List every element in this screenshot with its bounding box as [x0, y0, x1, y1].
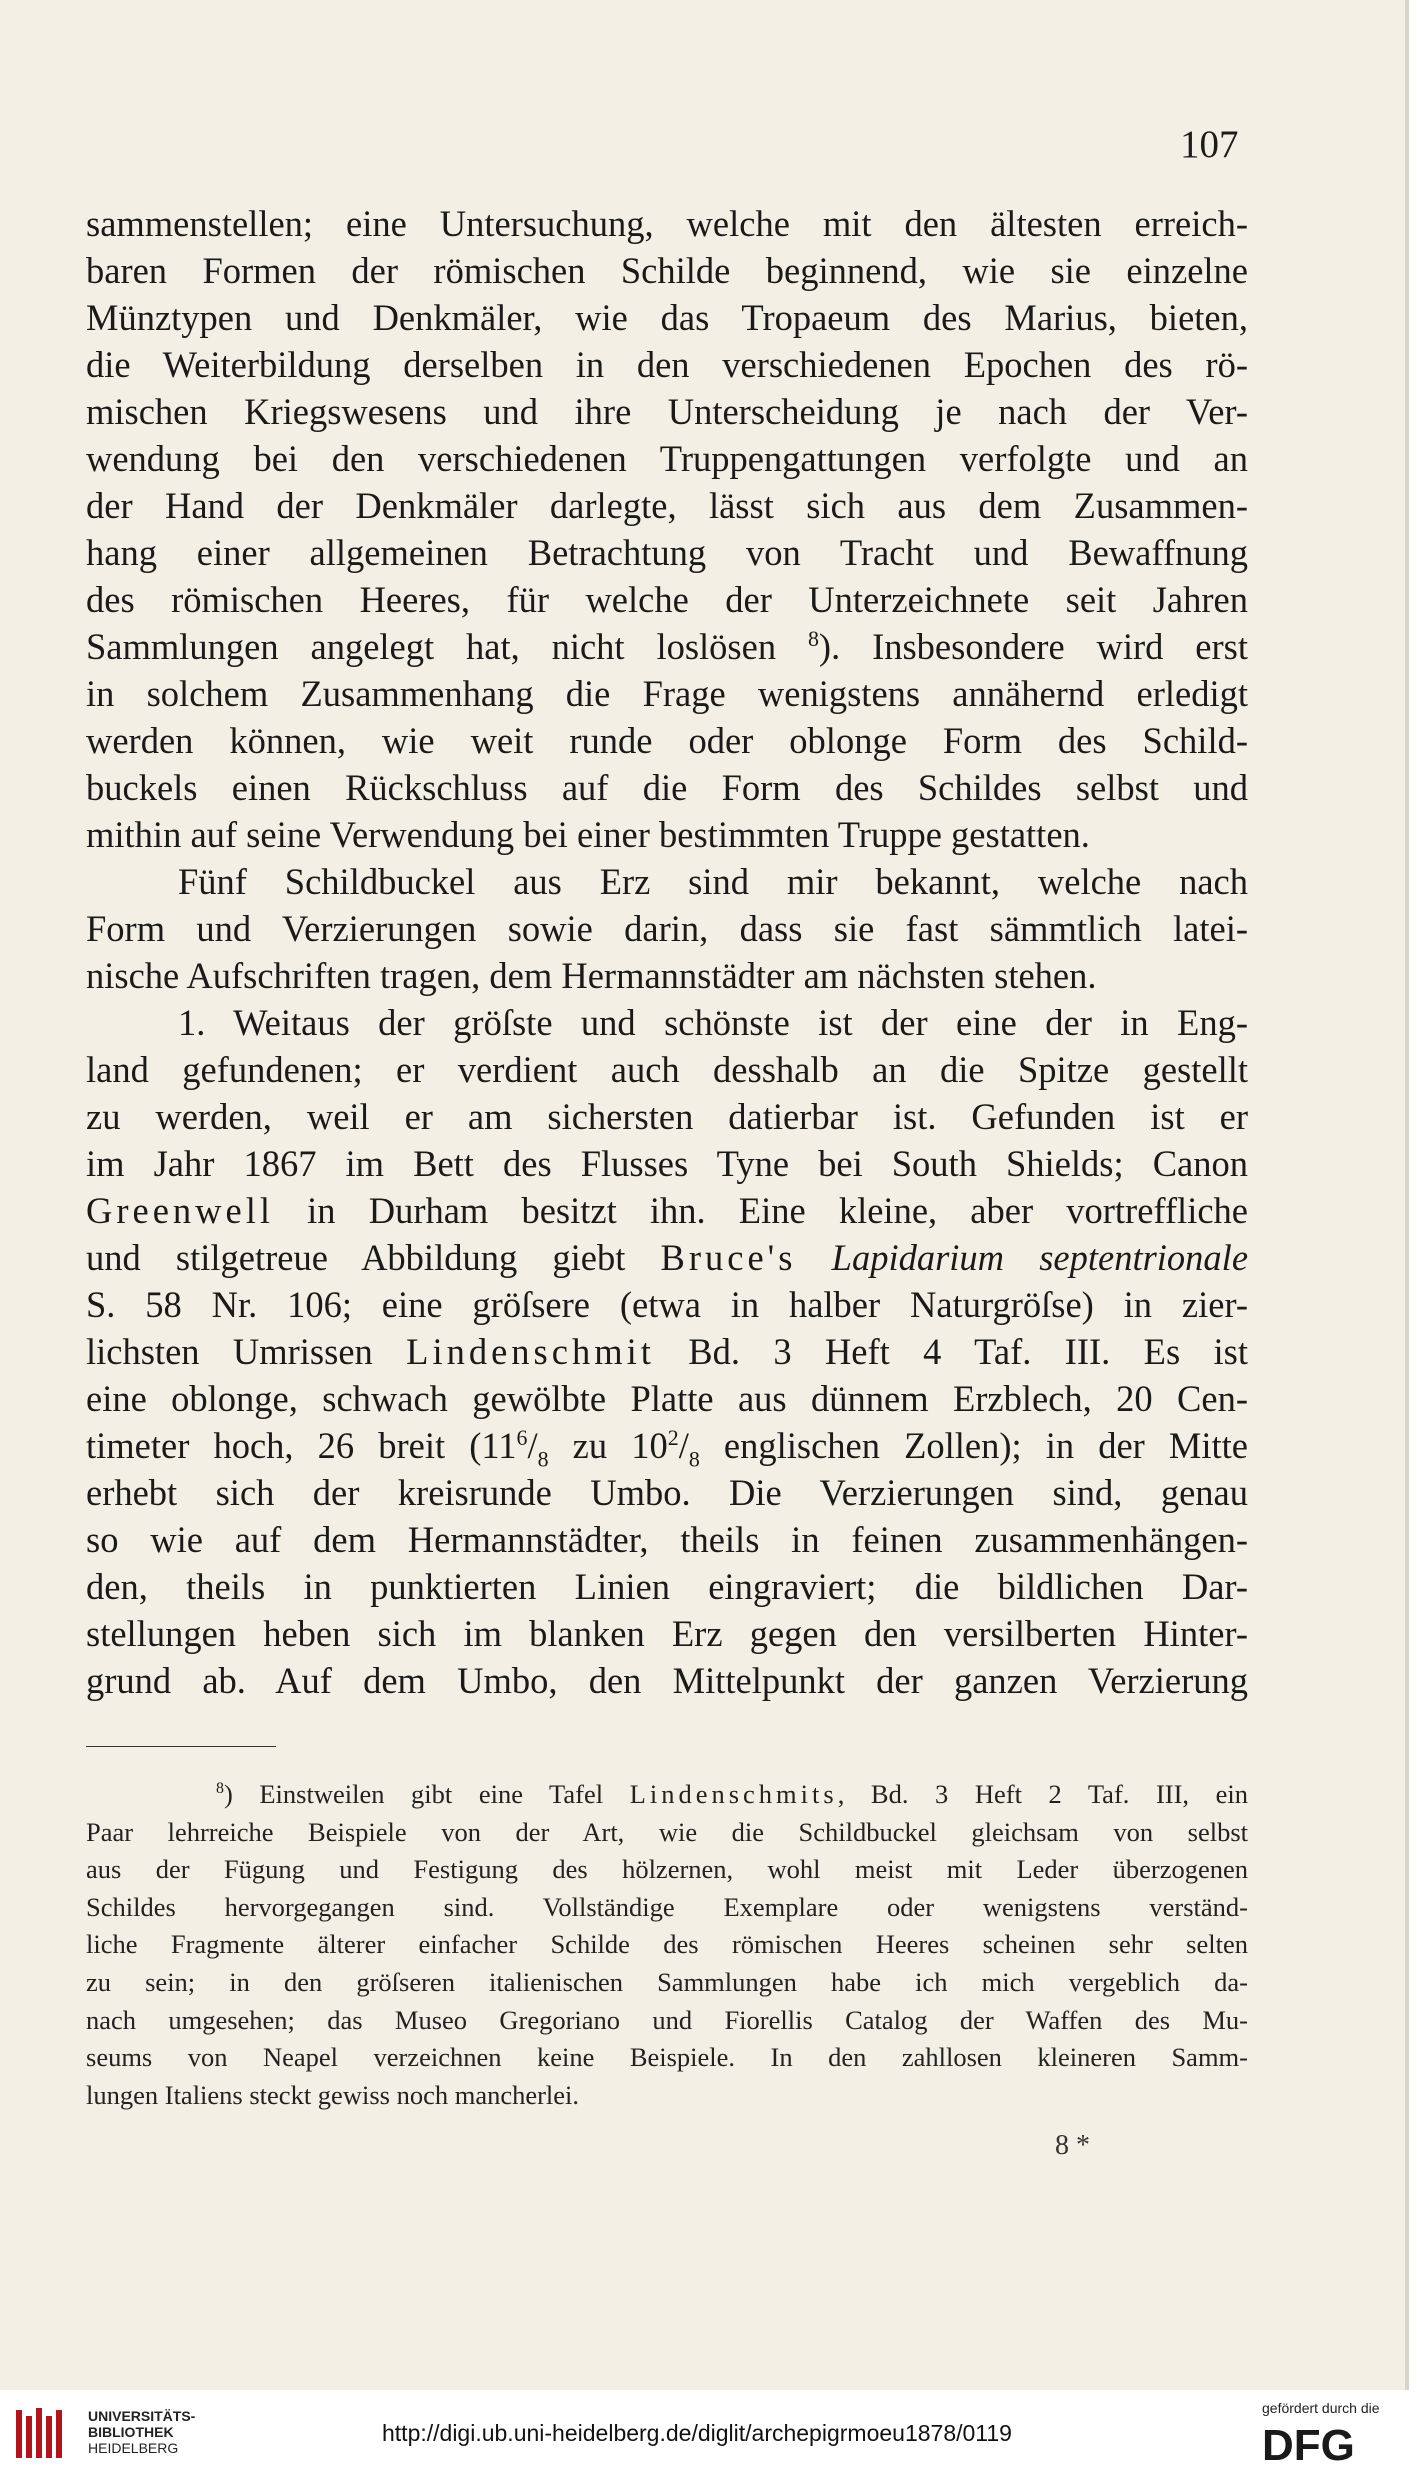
- text-segment: zu 10: [548, 1425, 668, 1466]
- text-segment: englischen Zollen); in der Mitte: [699, 1425, 1249, 1466]
- text-line: im Jahr 1867 im Bett des Flusses Tyne bei South Shields; Canon: [86, 1143, 1248, 1184]
- text-line: werden können, wie weit runde oder oblonge Form des Schild-: [86, 720, 1248, 761]
- text-line: [86, 1234, 1248, 1281]
- text-line: stellungen heben sich im blanken Erz gegen den versilberten Hinter-: [86, 1613, 1248, 1654]
- text-line: [86, 1328, 1248, 1375]
- footnote-line: Paar lehrreiche Beispiele von der Art, wie die Schildbuckel gleichsam von selbst: [86, 1816, 1248, 1847]
- footnote: [86, 1776, 1248, 2114]
- text-line: erhebt sich der kreisrunde Umbo. Die Verzierungen sind, genau: [86, 1472, 1248, 1513]
- text-segment: in Durham besitzt ihn. Eine kleine, aber vortreffliche: [274, 1190, 1248, 1231]
- institution-line: HEIDELBERG: [88, 2440, 179, 2456]
- text-segment: timeter hoch, 26 breit (11: [86, 1425, 517, 1466]
- footnote-line: seums von Neapel verzeichnen keine Beispiele. In den zahllosen kleineren Samm-: [86, 2042, 1248, 2073]
- text-line: [86, 1187, 1248, 1234]
- text-segment: ). Insbesondere wird erst: [818, 626, 1248, 667]
- text-line: buckels einen Rückschluss auf die Form des Schildes selbst und: [86, 767, 1248, 808]
- text-line: sammenstellen; eine Untersuchung, welche mit den ältesten erreich-: [86, 203, 1248, 244]
- text-line: Fünf Schildbuckel aus Erz sind mir bekannt, welche nach: [178, 861, 1248, 902]
- text-line: 1. Weitaus der gröſste und schönste ist der eine der in Eng-: [178, 1002, 1248, 1043]
- text-segment: und stilgetreue Abbildung giebt: [86, 1237, 661, 1278]
- footnote-marker: 8: [216, 1780, 224, 1798]
- footnote-line: zu sein; in den gröſseren italienischen Sammlungen habe ich mich vergeblich da-: [86, 1966, 1248, 1997]
- paragraph-2: [86, 858, 1248, 999]
- spaced-name: Lindenschmits: [629, 1779, 838, 1809]
- funding-note: gefördert durch die: [1262, 2400, 1380, 2416]
- institution-line: BIBLIOTHEK: [88, 2424, 174, 2440]
- spaced-name: Greenwell: [86, 1190, 275, 1231]
- text-line: Form und Verzierungen sowie darin, dass sie fast sämmtlich latei-: [86, 908, 1248, 949]
- text-line: in solchem Zusammenhang die Frage wenigstens annähernd erledigt: [86, 673, 1248, 714]
- dfg-logo-text: DFG: [1262, 2421, 1355, 2466]
- fraction-num: 6: [516, 1424, 528, 1450]
- footnote-line: liche Fragmente älterer einfacher Schilde des römischen Heeres scheinen sehr selten: [86, 1929, 1248, 1960]
- text-line: so wie auf dem Hermannstädter, theils in feinen zusammenhängen-: [86, 1519, 1248, 1560]
- spaced-name: Lindenschmit: [406, 1331, 655, 1372]
- printer-signature: 8 *: [1055, 2130, 1090, 2161]
- footnote-line: Schildes hervorgegangen sind. Vollständige Exemplare oder wenigstens verständ-: [86, 1891, 1248, 1922]
- text-segment: lichsten Umrissen: [86, 1331, 407, 1372]
- text-line: wendung bei den verschiedenen Truppengattungen verfolgte und an: [86, 438, 1248, 479]
- spaced-name: Bruce's: [660, 1237, 797, 1278]
- footnote-line: aus der Fügung und Festigung des hölzernen, wohl meist mit Leder überzogenen: [86, 1854, 1248, 1885]
- text-line: zu werden, weil er am sichersten datierbar ist. Gefunden ist er: [86, 1096, 1248, 1137]
- text-line: baren Formen der römischen Schilde beginnend, wie sie einzelne: [86, 250, 1248, 291]
- text-line: S. 58 Nr. 106; eine gröſsere (etwa in halber Naturgröſse) in zier-: [86, 1284, 1248, 1325]
- fraction-den: 8: [688, 1446, 700, 1472]
- text-line: land gefundenen; er verdient auch desshalb an die Spitze gestellt: [86, 1049, 1248, 1090]
- viewer-footer: [0, 2390, 1417, 2474]
- text-segment: Bd. 3 Heft 4 Taf. III. Es ist: [654, 1331, 1249, 1372]
- paragraph-3: [86, 999, 1248, 1704]
- text-line: mischen Kriegswesens und ihre Unterscheidung je nach der Ver-: [86, 391, 1248, 432]
- footnote-line: lungen Italiens steckt gewiss noch mancherlei.: [86, 2079, 580, 2110]
- footnote-divider: [86, 1746, 276, 1747]
- text-line: hang einer allgemeinen Betrachtung von Tracht und Bewaffnung: [86, 532, 1248, 573]
- text-line: Münztypen und Denkmäler, wie das Tropaeum des Marius, bieten,: [86, 297, 1248, 338]
- text-line: eine oblonge, schwach gewölbte Platte aus dünnem Erzblech, 20 Cen-: [86, 1378, 1248, 1419]
- dfg-logo: [1262, 2420, 1392, 2466]
- permalink[interactable]: http://digi.ub.uni-heidelberg.de/diglit/archepigrmoeu1878/0119: [382, 2420, 1012, 2446]
- footnote-line: [86, 1776, 1248, 1814]
- text-segment: , Bd. 3 Heft 2 Taf. III, ein: [837, 1779, 1248, 1809]
- institution-name: [88, 2408, 195, 2456]
- text-segment: ) Einstweilen gibt eine Tafel: [223, 1779, 630, 1809]
- body-text: [86, 200, 1248, 1704]
- paragraph-1: [86, 200, 1248, 858]
- text-line: die Weiterbildung derselben in den verschiedenen Epochen des rö-: [86, 344, 1248, 385]
- text-line: den, theils in punktierten Linien eingraviert; die bildlichen Dar-: [86, 1566, 1248, 1607]
- fraction-den: 8: [537, 1446, 549, 1472]
- footnote-ref[interactable]: 8: [807, 625, 819, 651]
- text-line: nische Aufschriften tragen, dem Hermannstädter am nächsten stehen.: [86, 955, 1097, 996]
- text-segment: Sammlungen angelegt hat, nicht loslösen: [86, 626, 777, 667]
- fraction-num: 2: [667, 1424, 679, 1450]
- footnote-line: nach umgesehen; das Museo Gregoriano und Fiorellis Catalog der Waffen des Mu-: [86, 2004, 1248, 2035]
- book-title: Lapidarium septentrionale: [831, 1237, 1249, 1278]
- text-line: des römischen Heeres, für welche der Unterzeichnete seit Jahren: [86, 579, 1248, 620]
- page-number: 107: [1180, 123, 1239, 166]
- university-seal-icon: [14, 2406, 84, 2462]
- text-line: grund ab. Auf dem Umbo, den Mittelpunkt der ganzen Verzierung: [86, 1660, 1248, 1701]
- text-line: mithin auf seine Verwendung bei einer bestimmten Truppe gestatten.: [86, 814, 1090, 855]
- text-line: timeter hoch, 26 breit ($11^6/_8$ zu $10^2/_8$ englischen Zollen); in der Mitte: [86, 1424, 1249, 1472]
- text-line: der Hand der Denkmäler darlegte, lässt sich aus dem Zusammen-: [86, 485, 1248, 526]
- text-line: [86, 623, 1248, 670]
- institution-line: UNIVERSITÄTS-: [88, 2408, 196, 2424]
